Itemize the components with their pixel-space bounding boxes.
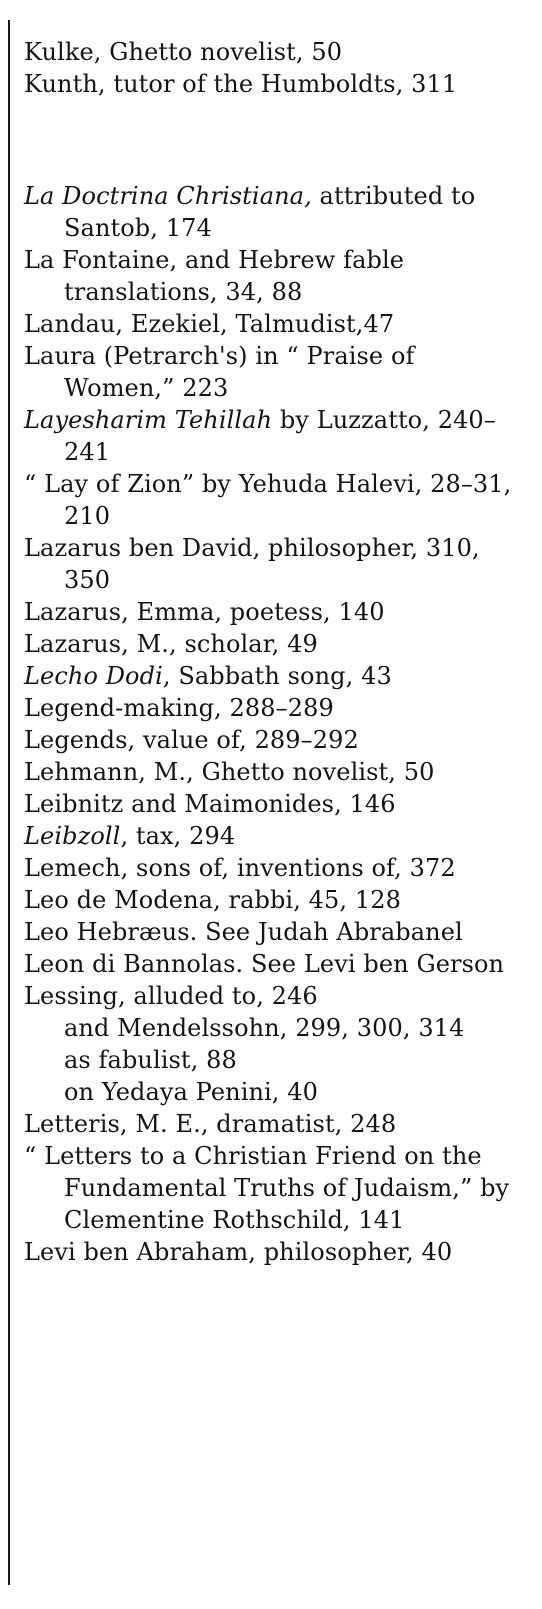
index-entry-lecho-dodi bbox=[24, 660, 524, 692]
entry-text: Legends, value of, 289–292 bbox=[24, 726, 359, 754]
entry-text: Lazarus, M., scholar, 49 bbox=[24, 630, 318, 658]
entry-text: Leo Hebræus. See Judah Abrabanel bbox=[24, 918, 463, 946]
index-entry-lazarus-emma bbox=[24, 596, 524, 628]
entry-text: Letteris, M. E., dramatist, 248 bbox=[24, 1110, 397, 1138]
index-entry-leo-hebraeus bbox=[24, 916, 524, 948]
index-entry-leibzoll bbox=[24, 820, 524, 852]
index-entry-landau bbox=[24, 308, 524, 340]
entry-text: attributed to Santob, 174 bbox=[64, 182, 476, 242]
index-entry-laura bbox=[24, 340, 524, 404]
entry-text: Lazarus ben David, philosopher, 310, 350 bbox=[24, 534, 480, 594]
index-entry-la-doctrina bbox=[24, 180, 524, 244]
entry-text: on Yedaya Penini, 40 bbox=[64, 1078, 318, 1106]
entry-text: Levi ben Abraham, philosopher, 40 bbox=[24, 1238, 453, 1266]
entry-text: “ Lay of Zion” by Yehuda Halevi, 28–31, 210 bbox=[24, 470, 512, 530]
entry-text: Layesharim Tehillah bbox=[24, 406, 273, 434]
entry-text: Kunth, tutor of the Humboldts, 311 bbox=[24, 70, 458, 98]
entry-text: Lemech, sons of, inventions of, 372 bbox=[24, 854, 456, 882]
margin-rule bbox=[8, 20, 10, 1585]
entry-text: Leibzoll bbox=[24, 822, 121, 850]
index-entry-leo-de-modena bbox=[24, 884, 524, 916]
entry-text: Leo de Modena, rabbi, 45, 128 bbox=[24, 886, 401, 914]
index-entry-letteris bbox=[24, 1108, 524, 1140]
entry-text: “ Letters to a Christian Friend on the Fundamental Truths of Judaism,” by Clementine Rothschild, 141 bbox=[24, 1142, 510, 1234]
entry-text: Laura (Petrarch's) in “ Praise of Women,” 223 bbox=[24, 342, 415, 402]
index-subentry-lessing-yedaya bbox=[24, 1076, 524, 1108]
entry-text: Kulke, Ghetto novelist, 50 bbox=[24, 38, 343, 66]
index-entry-legends-value bbox=[24, 724, 524, 756]
index-entry-leon-di-bannolas bbox=[24, 948, 524, 980]
index-entry-lay-of-zion bbox=[24, 468, 524, 532]
index-subentry-lessing-mendelssohn bbox=[24, 1012, 524, 1044]
entry-text: Leon di Bannolas. See Levi ben Gerson bbox=[24, 950, 505, 978]
index-entry-levi-ben-abraham bbox=[24, 1236, 524, 1268]
section-gap bbox=[24, 124, 524, 156]
index-subentry-lessing-fabulist bbox=[24, 1044, 524, 1076]
entry-text: , tax, 294 bbox=[120, 822, 236, 850]
index-entry-lazarus-m bbox=[24, 628, 524, 660]
index-entry-lemech bbox=[24, 852, 524, 884]
entry-text: Legend-making, 288–289 bbox=[24, 694, 334, 722]
index-entry-kunth bbox=[24, 68, 524, 100]
index-entry-la-fontaine bbox=[24, 244, 524, 308]
entry-text: Leibnitz and Maimonides, 146 bbox=[24, 790, 396, 818]
index-entry-legend-making bbox=[24, 692, 524, 724]
entry-text: Lehmann, M., Ghetto novelist, 50 bbox=[24, 758, 435, 786]
index-entry-kulke bbox=[24, 36, 524, 68]
entry-text: Landau, Ezekiel, Talmudist,47 bbox=[24, 310, 395, 338]
index-entry-layesharim bbox=[24, 404, 524, 468]
entry-text: Lessing, alluded to, 246 bbox=[24, 982, 318, 1010]
index-column bbox=[24, 36, 524, 1268]
index-entry-letters-christian-friend bbox=[24, 1140, 524, 1236]
index-entry-lehmann bbox=[24, 756, 524, 788]
entry-text: and Mendelssohn, 299, 300, 314 bbox=[64, 1014, 465, 1042]
entry-text: La Doctrina Christiana, bbox=[24, 182, 312, 210]
entry-text: by Luzzatto, 240–241 bbox=[64, 406, 496, 466]
entry-text: Lazarus, Emma, poetess, 140 bbox=[24, 598, 385, 626]
entry-text: La Fontaine, and Hebrew fable translations, 34, 88 bbox=[24, 246, 405, 306]
index-entry-lazarus-ben-david bbox=[24, 532, 524, 596]
entry-text: as fabulist, 88 bbox=[64, 1046, 237, 1074]
index-entry-leibnitz bbox=[24, 788, 524, 820]
entry-text: Lecho Dodi bbox=[24, 662, 163, 690]
index-entry-lessing bbox=[24, 980, 524, 1012]
entry-text: , Sabbath song, 43 bbox=[162, 662, 392, 690]
